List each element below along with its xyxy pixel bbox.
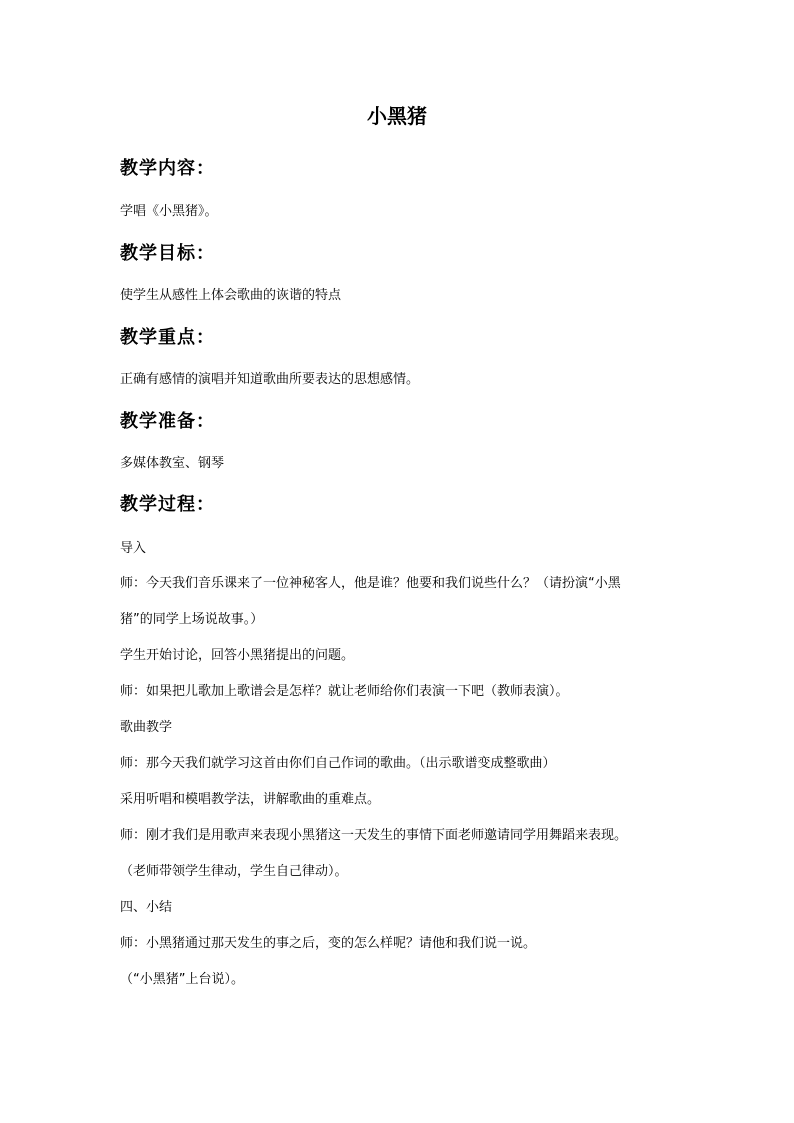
paragraph: 多媒体教室、钢琴 bbox=[120, 456, 225, 471]
section-heading-objectives: 教学目标： bbox=[120, 243, 215, 264]
section-heading-preparation: 教学准备： bbox=[120, 411, 215, 432]
paragraph: （老师带领学生律动，学生自己律动）。 bbox=[120, 864, 348, 879]
paragraph: 猪”的同学上场说故事。） bbox=[120, 612, 264, 627]
paragraph: 四、小结 bbox=[120, 900, 173, 915]
paragraph: （“小黑猪”上台说）。 bbox=[120, 972, 244, 987]
paragraph: 学唱《小黑猪》。 bbox=[120, 204, 218, 219]
paragraph: 正确有感情的演唱并知道歌曲所要表达的思想感情。 bbox=[120, 372, 420, 387]
paragraph: 师：刚才我们是用歌声来表现小黑猪这一天发生的事情下面老师邀请同学用舞蹈来表现。 bbox=[120, 828, 628, 843]
paragraph: 歌曲教学 bbox=[120, 720, 173, 735]
paragraph: 师：小黑猪通过那天发生的事之后，变的怎么样呢？请他和我们说一说。 bbox=[120, 936, 537, 951]
document-title: 小黑猪 bbox=[367, 104, 427, 128]
section-heading-content: 教学内容： bbox=[120, 158, 215, 179]
paragraph: 师：今天我们音乐课来了一位神秘客人，他是谁？他要和我们说些什么？（请扮演“小黑 bbox=[120, 576, 621, 591]
paragraph: 使学生从感性上体会歌曲的诙谐的特点 bbox=[120, 288, 342, 303]
paragraph: 师：那今天我们就学习这首由你们自己作词的歌曲。（出示歌谱变成整歌曲） bbox=[120, 756, 556, 771]
section-heading-focus: 教学重点： bbox=[120, 327, 215, 348]
paragraph: 师：如果把儿歌加上歌谱会是怎样？就让老师给你们表演一下吧（教师表演）。 bbox=[120, 684, 569, 699]
paragraph: 导入 bbox=[120, 541, 147, 556]
section-heading-process: 教学过程： bbox=[120, 494, 215, 515]
paragraph: 学生开始讨论，回答小黑猪提出的问题。 bbox=[120, 648, 355, 663]
paragraph: 采用听唱和模唱教学法，讲解歌曲的重难点。 bbox=[120, 792, 381, 807]
